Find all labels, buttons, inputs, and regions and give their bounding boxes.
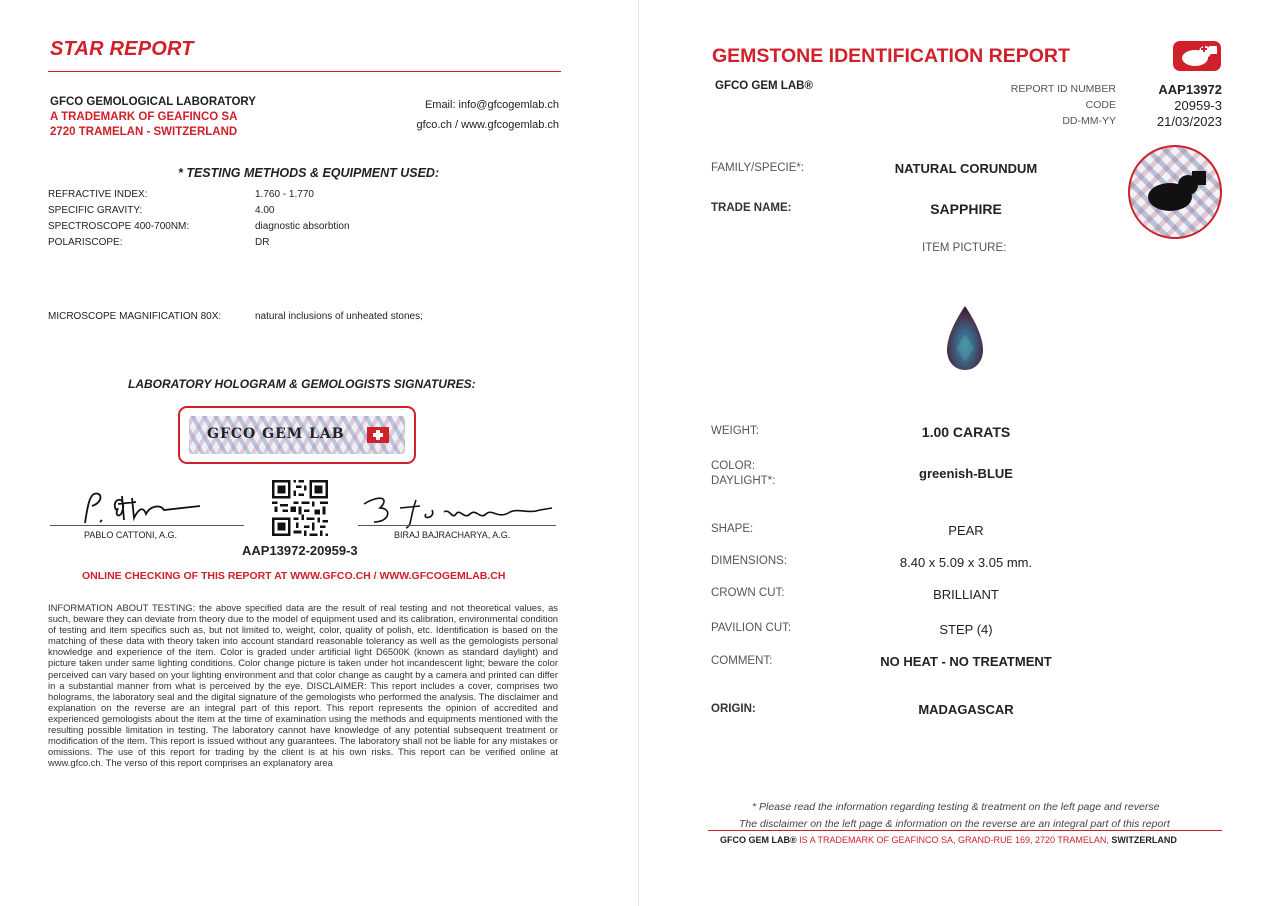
- property-row: [48, 221, 350, 237]
- signatory-left: PABLO CATTONI, A.G.: [84, 530, 178, 540]
- footer-country: SWITZERLAND: [1111, 835, 1177, 845]
- hologram-pattern: [189, 416, 405, 454]
- weight-label: WEIGHT:: [711, 425, 759, 437]
- meta-row: [940, 97, 1222, 113]
- footer-note-2: The disclaimer on the left page & information on the reverse are an integral part of this report: [739, 818, 1170, 830]
- page-spine: [638, 0, 639, 906]
- shape-label: SHAPE:: [711, 523, 754, 535]
- meta-label: REPORT ID NUMBER: [1010, 83, 1116, 95]
- lab-name: GFCO GEMOLOGICAL LABORATORY: [50, 96, 256, 108]
- dimensions-value: 8.40 x 5.09 x 3.05 mm.: [899, 555, 1033, 570]
- lab-web: gfco.ch / www.gfcogemlab.ch: [416, 119, 559, 131]
- microscope-label: MICROSCOPE MAGNIFICATION 80X:: [48, 311, 222, 322]
- origin-value: MADAGASCAR: [918, 702, 1014, 717]
- footer-middle: IS A TRADEMARK OF GEAFINCO SA, GRAND-RUE 169, 2720 TRAMELAN,: [796, 835, 1112, 845]
- hologram-label: GFCO GEM LAB: [207, 426, 345, 442]
- hologram-seal-icon: [1128, 145, 1222, 239]
- signature-left-icon: [80, 488, 210, 528]
- footer-note-1: * Please read the information regarding testing & treatment on the left page and reverse: [752, 801, 1160, 813]
- property-value: 4.00: [255, 205, 275, 216]
- online-check-text: ONLINE CHECKING OF THIS REPORT AT WWW.GFCO.CH / WWW.GFCOGEMLAB.CH: [82, 570, 506, 582]
- meta-value: AAP13972: [1158, 81, 1222, 97]
- trade-label: TRADE NAME:: [711, 202, 792, 214]
- meta-row: [940, 81, 1222, 97]
- property-label: SPECIFIC GRAVITY:: [48, 205, 143, 216]
- daylight-label: DAYLIGHT*:: [711, 475, 776, 487]
- comment-label: COMMENT:: [711, 655, 773, 667]
- crown-value: BRILLIANT: [933, 587, 999, 602]
- meta-label: DD-MM-YY: [1062, 115, 1116, 127]
- origin-label: ORIGIN:: [711, 703, 756, 715]
- property-label: REFRACTIVE INDEX:: [48, 189, 148, 200]
- item-picture-label: ITEM PICTURE:: [922, 242, 1007, 254]
- meta-row: [940, 113, 1222, 129]
- hologram-heading: LABORATORY HOLOGRAM & GEMOLOGISTS SIGNATURES:: [128, 377, 476, 391]
- signature-right-icon: [360, 490, 556, 530]
- swiss-flag-icon: [367, 427, 389, 443]
- microscope-value: natural inclusions of unheated stones;: [255, 311, 423, 322]
- report-title: GEMSTONE IDENTIFICATION REPORT: [712, 45, 1070, 67]
- property-row: [48, 205, 350, 221]
- property-value: 1.760 - 1.770: [255, 189, 314, 200]
- lab-trademark: A TRADEMARK OF GEAFINCO SA: [50, 111, 238, 123]
- title-rule: [48, 71, 561, 72]
- signature-line-left: [50, 525, 244, 526]
- signatory-right: BIRAJ BAJRACHARYA, A.G.: [394, 530, 511, 540]
- gemstone-pear-icon: [944, 304, 986, 372]
- family-value: NATURAL CORUNDUM: [894, 161, 1038, 176]
- shape-value: PEAR: [948, 523, 984, 538]
- trade-value: SAPPHIRE: [930, 201, 1002, 217]
- properties-list: [48, 189, 350, 253]
- color-label: COLOR:: [711, 460, 756, 472]
- microscope-row: [48, 311, 423, 322]
- lab-address-block: [50, 95, 256, 140]
- lab-contact: [417, 95, 559, 135]
- testing-disclaimer: INFORMATION ABOUT TESTING: the above specified data are the result of real testing and not theoretical values, as such, beware they can deviate from theory due to the model of equipment used and its calibration, environmental condition of testing and item specifics such as, but not limited to, weight, color, quality of polish, etc. Identification is based on the matching of these data with theory taken into account standard reasonable tolerancy as well as the gemologists personal knowledge and experience of the item. Color is graded under artificial light D6500K (known as standard daylight) and picture taken under same lighting conditions. Color change picture is taken under hot incandescent light; beware the color perceived can vary based on your lighting environment and that color change as caught by a camera and printed can differ in a substantial manner from what is perceived by the eye. DISCLAIMER: This report includes a cover, comprises two holograms, the laboratory seal and the digital signature of the gemologists who performed the analysis. The disclaimer and explanation on the reverse are an integral part of this report. This report represents the opinion of accredited and experienced gemologists about the item at the time of examination using the methods and equipments mentioned with the resulting possible limitation in testing. The laboratory cannot have knowledge of any potential subsequent treatment or modification of the item. This report is issued without any guarantees. The laboratory shall not be liable for any mistakes or omissions. The use of this report for trading by the client is at his own risks. This report can be verified online at www.gfco.ch. The verso of this report comprises an explanatory area: [48, 602, 558, 769]
- comment-value: NO HEAT - NO TREATMENT: [880, 654, 1052, 669]
- property-value: DR: [255, 237, 270, 248]
- meta-label: CODE: [1085, 99, 1116, 111]
- report-code: AAP13972-20959-3: [242, 543, 358, 558]
- property-row: [48, 189, 350, 205]
- pavilion-value: STEP (4): [939, 622, 993, 637]
- gfco-swiss-logo-icon: [1173, 41, 1221, 71]
- dimensions-label: DIMENSIONS:: [711, 555, 788, 567]
- weight-value: 1.00 CARATS: [921, 424, 1011, 440]
- property-value: diagnostic absorbtion: [255, 221, 350, 232]
- lab-address: 2720 TRAMELAN - SWITZERLAND: [50, 126, 238, 138]
- hologram-sticker: [178, 406, 416, 464]
- meta-value: 21/03/2023: [1156, 113, 1222, 129]
- property-label: POLARISCOPE:: [48, 237, 123, 248]
- footer-lab: GFCO GEM LAB®: [720, 835, 797, 845]
- signature-line-right: [358, 525, 556, 526]
- property-row: [48, 237, 350, 253]
- report-meta: [940, 81, 1222, 129]
- lab-brand: GFCO GEM LAB®: [715, 80, 813, 92]
- star-report-title: STAR REPORT: [50, 38, 194, 60]
- testing-heading: * TESTING METHODS & EQUIPMENT USED:: [178, 166, 440, 180]
- pavilion-label: PAVILION CUT:: [711, 622, 792, 634]
- qr-code-icon[interactable]: [272, 480, 328, 536]
- lab-email: Email: info@gfcogemlab.ch: [424, 99, 559, 111]
- meta-value: 20959-3: [1174, 97, 1222, 113]
- property-label: SPECTROSCOPE 400-700NM:: [48, 221, 190, 232]
- color-value: greenish-BLUE: [919, 466, 1013, 481]
- footer-trademark: [720, 835, 1177, 845]
- footer-rule: [708, 830, 1222, 831]
- crown-label: CROWN CUT:: [711, 587, 785, 599]
- family-label: FAMILY/SPECIE*:: [711, 162, 805, 174]
